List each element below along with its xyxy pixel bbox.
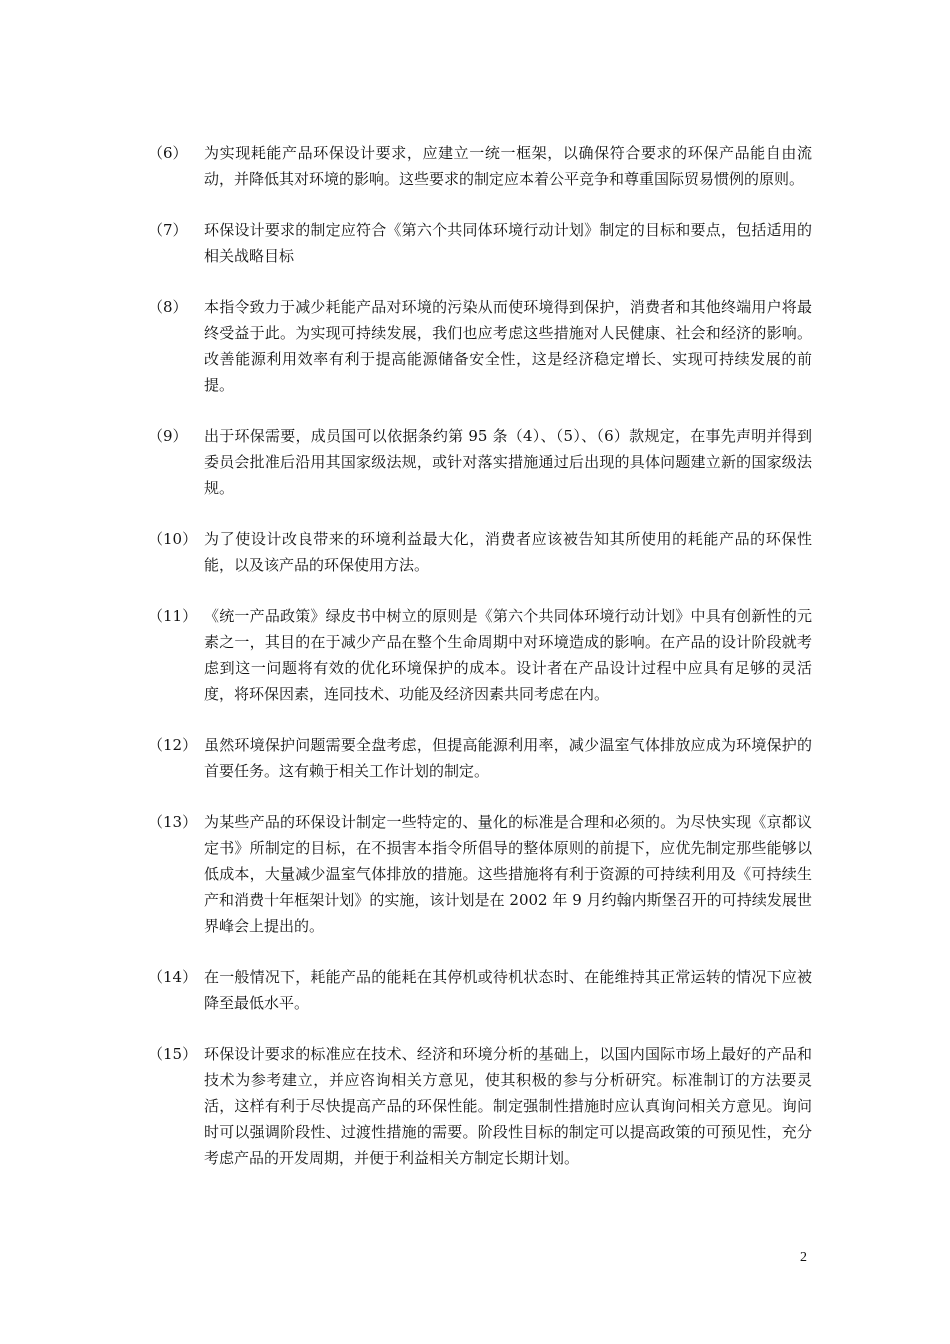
recital-number: （15） bbox=[148, 1045, 198, 1063]
recital-number: （10） bbox=[148, 530, 198, 548]
recital-14 bbox=[148, 964, 812, 1016]
recital-12 bbox=[148, 732, 812, 784]
recital-text: 为某些产品的环保设计制定一些特定的、量化的标准是合理和必须的。为尽快实现《京都议定书》所制定的目标，在不损害本指令所倡导的整体原则的前提下，应优先制定那些能够以低成本，大量减少温室气体排放的措施。这些措施将有利于资源的可持续利用及《可持续生产和消费十年框架计划》的实施，该计划是在 2002 年 9 月约翰内斯堡召开的可持续发展世界峰会上提出的。 bbox=[204, 813, 812, 935]
recital-number: （11） bbox=[148, 607, 198, 625]
recital-number: （14） bbox=[148, 968, 198, 986]
recital-6 bbox=[148, 140, 812, 192]
recital-number: （7） bbox=[148, 221, 188, 239]
recital-9 bbox=[148, 423, 812, 501]
recital-text: 本指令致力于减少耗能产品对环境的污染从而使环境得到保护，消费者和其他终端用户将最终受益于此。为实现可持续发展，我们也应考虑这些措施对人民健康、社会和经济的影响。改善能源利用效率有利于提高能源储备安全性，这是经济稳定增长、实现可持续发展的前提。 bbox=[204, 298, 812, 394]
recital-number: （6） bbox=[148, 144, 188, 162]
recital-11 bbox=[148, 603, 812, 707]
recital-number: （9） bbox=[148, 427, 188, 445]
recital-15 bbox=[148, 1041, 812, 1171]
recital-13 bbox=[148, 809, 812, 939]
recital-8 bbox=[148, 294, 812, 398]
recital-text: 《统一产品政策》绿皮书中树立的原则是《第六个共同体环境行动计划》中具有创新性的元素之一，其目的在于减少产品在整个生命周期中对环境造成的影响。在产品的设计阶段就考虑到这一问题将有效的优化环境保护的成本。设计者在产品设计过程中应具有足够的灵活度，将环保因素，连同技术、功能及经济因素共同考虑在内。 bbox=[204, 607, 812, 703]
recital-text: 虽然环境保护问题需要全盘考虑，但提高能源利用率，减少温室气体排放应成为环境保护的首要任务。这有赖于相关工作计划的制定。 bbox=[204, 736, 812, 780]
recital-7 bbox=[148, 217, 812, 269]
recital-text: 环保设计要求的标准应在技术、经济和环境分析的基础上，以国内国际市场上最好的产品和技术为参考建立，并应咨询相关方意见，使其积极的参与分析研究。标准制订的方法要灵活，这样有利于尽快提高产品的环保性能。制定强制性措施时应认真询问相关方意见。询问时可以强调阶段性、过渡性措施的需要。阶段性目标的制定可以提高政策的可预见性，充分考虑产品的开发周期，并便于利益相关方制定长期计划。 bbox=[204, 1045, 812, 1167]
recital-text: 为实现耗能产品环保设计要求，应建立一统一框架，以确保符合要求的环保产品能自由流动，并降低其对环境的影响。这些要求的制定应本着公平竞争和尊重国际贸易惯例的原则。 bbox=[204, 144, 812, 188]
recital-number: （13） bbox=[148, 813, 198, 831]
recital-number: （12） bbox=[148, 736, 198, 754]
page-number: 2 bbox=[800, 1250, 807, 1265]
recital-text: 出于环保需要，成员国可以依据条约第 95 条（4）、（5）、（6）款规定，在事先声明并得到委员会批准后沿用其国家级法规，或针对落实措施通过后出现的具体问题建立新的国家级法规。 bbox=[204, 427, 812, 497]
recital-text: 环保设计要求的制定应符合《第六个共同体环境行动计划》制定的目标和要点，包括适用的相关战略目标 bbox=[204, 221, 812, 265]
recital-number: （8） bbox=[148, 298, 188, 316]
recital-10 bbox=[148, 526, 812, 578]
recital-text: 为了使设计改良带来的环境利益最大化，消费者应该被告知其所使用的耗能产品的环保性能，以及该产品的环保使用方法。 bbox=[204, 530, 812, 574]
recital-text: 在一般情况下，耗能产品的能耗在其停机或待机状态时、在能维持其正常运转的情况下应被降至最低水平。 bbox=[204, 968, 812, 1012]
recital-list bbox=[148, 140, 812, 1196]
